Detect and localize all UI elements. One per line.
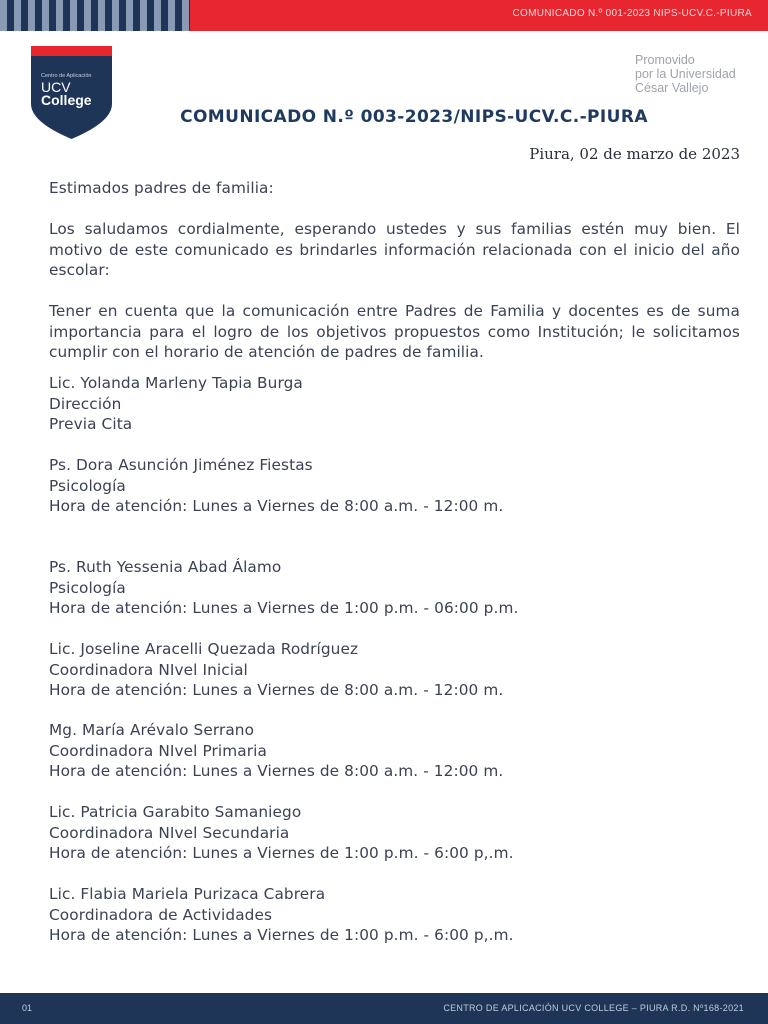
- contact-block: [49, 455, 740, 517]
- contact-role: Psicología: [49, 578, 126, 597]
- contact-role: Dirección: [49, 394, 122, 413]
- contact-role: Coordinadora NIvel Secundaria: [49, 823, 290, 842]
- salutation: Estimados padres de familia:: [49, 179, 274, 197]
- contact-schedule: Hora de atención: Lunes a Viernes de 8:00 a.m. - 12:00 m.: [49, 497, 504, 515]
- contact-block: [49, 720, 740, 782]
- page-number: 01: [22, 1003, 33, 1013]
- contact-block: [49, 802, 740, 864]
- contact-role: Psicología: [49, 476, 126, 495]
- promo-line: Promovido: [635, 53, 695, 67]
- paragraph-intro: Los saludamos cordialmente, esperando ustedes y sus familias estén muy bien. El motivo de este comunicado es brindarles información relacionada con el inicio del año escolar:: [49, 220, 740, 279]
- promo-line: César Vallejo: [635, 81, 709, 95]
- contact-name: Mg. María Arévalo Serrano: [49, 721, 255, 739]
- contact-schedule: Previa Cita: [49, 415, 133, 433]
- contact-name: Lic. Flabia Mariela Purizaca Cabrera: [49, 885, 326, 903]
- footer-institution: CENTRO DE APLICACIÓN UCV COLLEGE – PIURA R.D. Nº168-2021: [443, 1003, 744, 1013]
- contact-role: Coordinadora de Actividades: [49, 905, 273, 924]
- contact-schedule: Hora de atención: Lunes a Viernes de 1:00 p.m. - 06:00 p.m.: [49, 599, 519, 617]
- logo-small-text: Centro de Aplicación: [41, 73, 92, 79]
- paragraph-communication: Tener en cuenta que la comunicación entre Padres de Familia y docentes es de suma importancia para el logro de los objetivos propuestos como Institución; le solicitamos cumplir con el horario de atención de padres de familia.: [49, 302, 740, 361]
- contact-schedule: Hora de atención: Lunes a Viernes de 8:00 a.m. - 12:00 m.: [49, 762, 504, 780]
- footer-bar: [0, 993, 768, 1024]
- contact-role: Coordinadora NIvel Inicial: [49, 660, 248, 679]
- header-stripes: [0, 0, 190, 31]
- document-code: COMUNICADO N.º 001-2023 NIPS-UCV.C.-PIURA: [512, 8, 752, 19]
- contact-name: Lic. Joseline Aracelli Quezada Rodríguez: [49, 640, 359, 658]
- document-title: COMUNICADO N.º 003-2023/NIPS-UCV.C.-PIURA: [180, 107, 648, 127]
- contact-schedule: Hora de atención: Lunes a Viernes de 1:00 p.m. - 6:00 p,.m.: [49, 844, 514, 862]
- contact-name: Lic. Yolanda Marleny Tapia Burga: [49, 374, 303, 392]
- contact-block: [49, 639, 740, 701]
- contact-name: Ps. Dora Asunción Jiménez Fiestas: [49, 456, 313, 474]
- contact-role: Coordinadora NIvel Primaria: [49, 741, 267, 760]
- contact-name: Ps. Ruth Yessenia Abad Álamo: [49, 558, 282, 576]
- logo-line2: College: [41, 92, 92, 108]
- contact-block: [49, 557, 740, 619]
- logo-line1: UCV: [41, 79, 71, 95]
- document-date: Piura, 02 de marzo de 2023: [529, 145, 740, 163]
- contact-schedule: Hora de atención: Lunes a Viernes de 8:00 a.m. - 12:00 m.: [49, 681, 504, 699]
- contact-block: [49, 884, 740, 946]
- promo-line: por la Universidad: [635, 67, 736, 81]
- contact-schedule: Hora de atención: Lunes a Viernes de 1:00 p.m. - 6:00 p,.m.: [49, 926, 514, 944]
- promo-text: [635, 53, 736, 95]
- contact-name: Lic. Patricia Garabito Samaniego: [49, 803, 302, 821]
- contact-block: [49, 373, 740, 435]
- header-bar: [0, 0, 768, 31]
